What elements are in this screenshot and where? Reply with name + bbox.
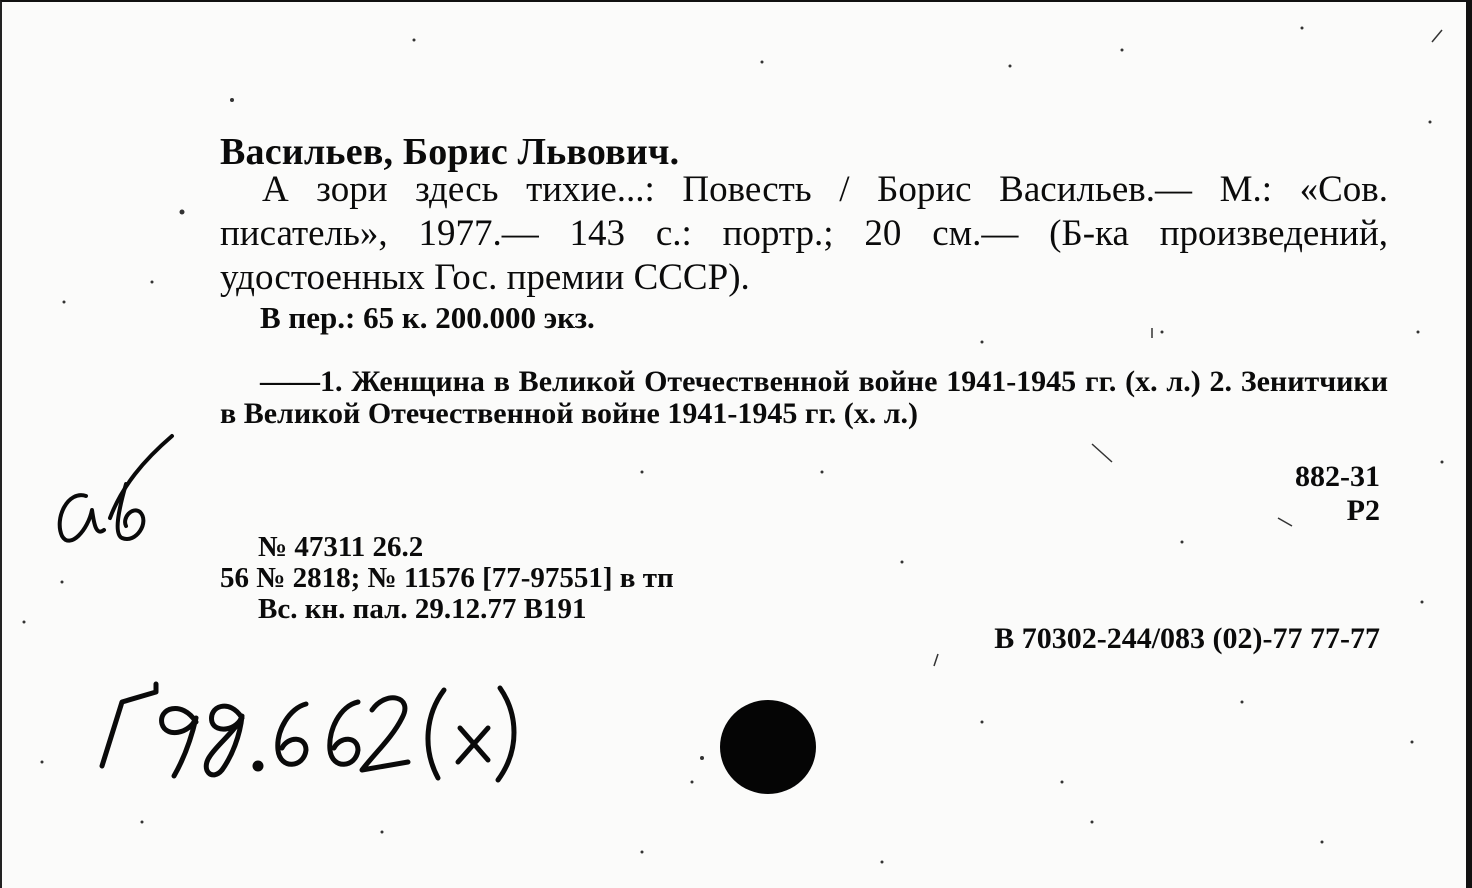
udc-index: 882-31: [1295, 460, 1380, 493]
registration-numbers: [220, 532, 674, 625]
publisher-code: В 70302-244/083 (02)-77 77-77: [994, 622, 1380, 655]
registration-line-2: 56 № 2818; № 11576 [77-97551] в тп: [220, 562, 674, 594]
registration-line-3: Вс. кн. пал. 29.12.77 В191: [258, 593, 587, 625]
title-description: А зори здесь тихие...: Повесть / Борис Васильев.— М.: «Сов. писатель», 1977.— 143 с.: портр.; 20 см.— (Б-ка произведений, удостоенных Гос. премии СССР).: [220, 169, 1388, 298]
classification-block: [1295, 460, 1380, 528]
handwritten-margin-note: [40, 426, 190, 566]
punched-hole: [720, 700, 816, 794]
handwritten-call-number: [92, 678, 542, 790]
price-edition-line: В пер.: 65 к. 200.000 экз.: [260, 300, 595, 335]
bbk-index: Р2: [1346, 494, 1380, 527]
subject-headings: ——1. Женщина в Великой Отечественной войне 1941-1945 гг. (х. л.) 2. Зенитчики в Великой Отечественной войне 1941-1945 гг. (х. л.): [220, 365, 1388, 430]
registration-line-1: № 47311 26.2: [258, 531, 424, 563]
author-heading: Васильев, Борис Львович.: [220, 131, 680, 173]
